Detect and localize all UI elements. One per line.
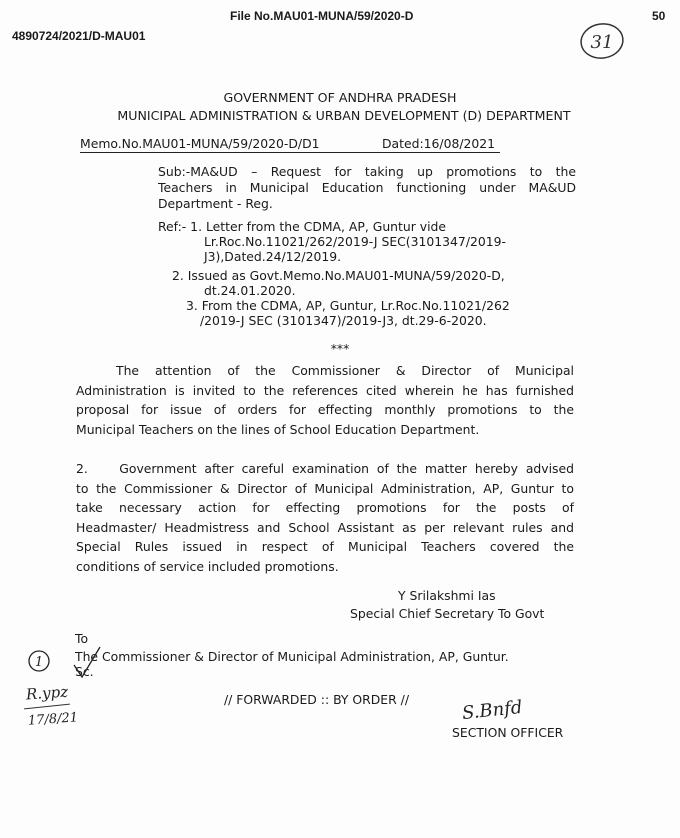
subject-line: Sub:-MA&UD – Request for taking up promotions to the: [158, 164, 576, 179]
paragraph-line: to the Commissioner & Director of Municipal Administration, AP, Guntur to: [76, 480, 574, 496]
memo-line: [80, 134, 500, 153]
separator: ***: [330, 341, 350, 356]
handwritten-date: 17/8/21: [27, 710, 79, 729]
reference-2: [172, 268, 505, 298]
signatory-name: Y Srilakshmi Ias: [398, 588, 496, 603]
paragraph-line: Administration is invited to the references cited wherein he has furnished: [76, 382, 574, 398]
reference-line: dt.24.01.2020.: [204, 283, 296, 298]
paragraph-line: Municipal Teachers on the lines of School Education Department.: [76, 421, 480, 437]
subject-line: Teachers in Municipal Education functioning under MA&UD: [158, 180, 576, 195]
memo-date: Dated:16/08/2021: [382, 136, 496, 151]
sc-label: Sc.: [75, 664, 94, 679]
stamp-number: 31: [590, 32, 614, 53]
circled-number-stamp: [578, 20, 628, 62]
file-number: File No.MAU01-MUNA/59/2020-D: [230, 9, 414, 23]
page-number: 50: [652, 9, 666, 23]
paragraph-1: [76, 361, 574, 439]
department-title: MUNICIPAL ADMINISTRATION & URBAN DEVELOPMENT (D) DEPARTMENT: [117, 108, 571, 123]
forwarded-by-order: // FORWARDED :: BY ORDER //: [224, 692, 410, 707]
paragraph-line: The attention of the Commissioner & Director of Municipal: [116, 363, 574, 378]
paragraph-line: 2. Government after careful examination of the matter hereby advised: [76, 461, 574, 476]
handwritten-signature: S.Bnfd: [461, 696, 524, 725]
eoffice-id: 4890724/2021/D-MAU01: [12, 29, 146, 43]
to-recipient: The Commissioner & Director of Municipal Administration, AP, Guntur.: [75, 649, 509, 664]
reference-line: 3. From the CDMA, AP, Guntur, Lr.Roc.No.11021/262: [186, 298, 510, 313]
paragraph-line: Headmaster/ Headmistress and School Assistant as per relevant rules and: [76, 519, 574, 535]
handwritten-check-mark: [70, 643, 106, 681]
reference-line: /2019-J SEC (3101347)/2019-J3, dt.29-6-2020.: [200, 313, 487, 328]
memo-number: Memo.No.MAU01-MUNA/59/2020-D/D1: [80, 136, 320, 151]
to-label: To: [75, 631, 89, 646]
handwritten-circled-number: [26, 648, 52, 674]
reference-3: [186, 298, 510, 328]
section-officer: SECTION OFFICER: [452, 725, 564, 740]
reference-line: J3),Dated.24/12/2019.: [204, 249, 342, 264]
reference-line: 2. Issued as Govt.Memo.No.MAU01-MUNA/59/2020-D,: [172, 268, 505, 283]
paragraph-line: Special Rules issued in respect of Municipal Teachers covered the: [76, 539, 574, 555]
subject: [158, 164, 576, 212]
reference-line: Lr.Roc.No.11021/262/2019-J SEC(3101347/2019-: [204, 234, 506, 249]
handwritten-circle-digit: 1: [34, 655, 44, 670]
government-title: GOVERNMENT OF ANDHRA PRADESH: [223, 90, 457, 105]
paragraph-2: [76, 459, 574, 577]
subject-line: Department - Reg.: [158, 196, 273, 211]
reference-line: Ref:- 1. Letter from the CDMA, AP, Guntur vide: [158, 219, 447, 234]
signatory-title: Special Chief Secretary To Govt: [350, 606, 545, 621]
paragraph-line: conditions of service included promotions.: [76, 558, 339, 574]
reference-1: [158, 219, 506, 264]
handwritten-underline: [24, 704, 70, 710]
handwritten-initials: R.ypz: [25, 682, 69, 704]
paragraph-line: proposal for issue of orders for effecting monthly promotions to the: [76, 402, 574, 417]
paragraph-line: take necessary action for effecting promotions for the posts of: [76, 500, 574, 516]
